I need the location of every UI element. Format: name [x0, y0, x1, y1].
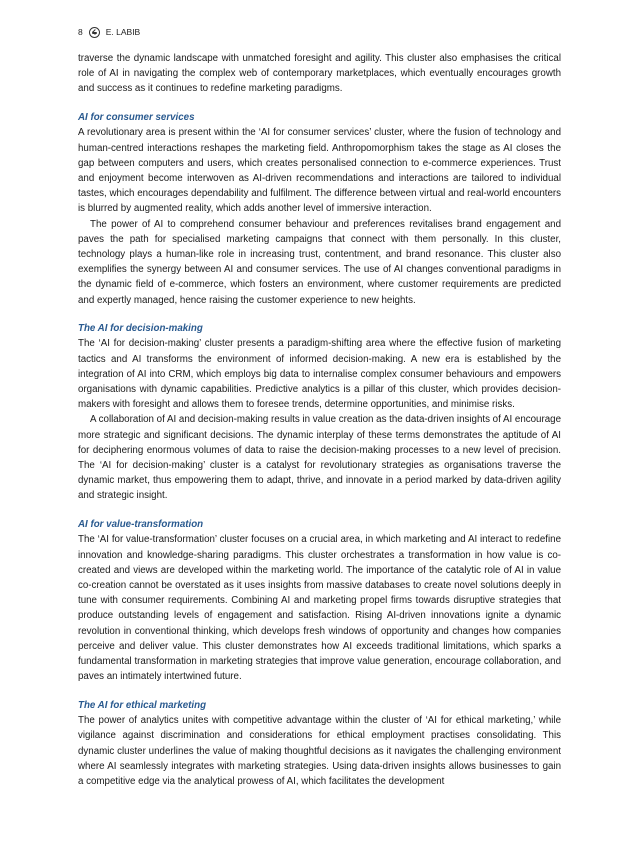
paragraph: A collaboration of AI and decision-making results in value creation as the data-driven insights of AI encourage more strategic and significant decisions. The dynamic interplay of these terms demonstrates the aptitude of AI for deciphering enormous volumes of data to raise the decision-making processes to a new level of precision. The ‘AI for decision-making’ cluster is a catalyst for revolutionary strategies as organisations traverse the dynamic market, thus empowering them to adapt, thrive, and innovate in a period marked by data-driven agility and strategic insight.: [78, 414, 561, 502]
page-number: 8: [78, 27, 83, 37]
section-ethical-marketing: [78, 698, 561, 789]
running-header: [78, 25, 140, 39]
publisher-logo-icon: [89, 27, 100, 38]
paragraph: The ‘AI for decision-making’ cluster presents a paradigm-shifting area where the effective fusion of marketing tactics and AI transforms the environment of informed decision-making. A new era is established by the integration of AI into CRM, which employs big data to internalise complex consumer behaviours and empowers organisations with dynamic capabilities. Predictive analytics is a pillar of this cluster, which provides decision-makers with foresight and allows them to foresee trends, determine opportunities, and minimise risks.: [78, 338, 561, 411]
section-value-transformation: [78, 517, 561, 684]
paragraph: The power of AI to comprehend consumer behaviour and preferences revitalises brand engagement and paves the path for specialised marketing campaigns that connect with them personally. In this cluster, technology plays a human-like role in increasing trust, contentment, and brand resonance. This cluster also exemplifies the synergy between AI and consumer services. The use of AI changes conventional paradigms in the dynamic field of e-commerce, which fosters an environment, where customer requirements are predicted and expertly managed, hence raising the customer experience to new heights.: [78, 218, 561, 306]
paragraph: A revolutionary area is present within the ‘AI for consumer services’ cluster, where the fusion of technology and human-centred interactions reshapes the marketing field. Anthropomorphism takes the stage as AI closes the gap between computers and users, which creates personalised connection to e-commerce experiences. Trust and enjoyment become interwoven as AI-driven recommendations and interactions are tailored to individual tastes, which encourages dependability and fulfilment. The difference between virtual and real-world encounters is blurred by augmented reality, which adds another level of immersive interaction.: [78, 127, 561, 215]
paragraph: The power of analytics unites with competitive advantage within the cluster of ‘AI for ethical marketing,’ while vigilance against discrimination and considerations for ethical employment practises consolidating. This dynamic cluster underlines the value of making thoughtful decisions as it navigates the challenging environment where AI seamlessly integrates with marketing strategies. Using data-driven insights allows businesses to gain a competitive edge via the analytical prowess of AI, which facilitates the development: [78, 715, 561, 787]
section-heading: The AI for ethical marketing: [78, 699, 207, 711]
body-text: [78, 51, 561, 789]
section-heading: AI for value-transformation: [78, 519, 204, 531]
intro-paragraph: traverse the dynamic landscape with unmatched foresight and agility. This cluster also emphasises the critical role of AI in navigating the complex web of contemporary marketplaces, which eventually encourages growth and success as it continues to redefine marketing paradigms.: [78, 53, 561, 95]
paragraph: The ‘AI for value-transformation’ cluster focuses on a crucial area, in which marketing and AI interact to redefine innovation and knowledge-sharing paradigms. This cluster orchestrates a transformation in how value is co-created and views are developed within the marketing world. The importance of the catalytic role of AI in value co-creation cannot be overstated as it uses insights from massive databases to create novel solutions deeply in tune with consumer requirements. Combining AI and marketing propel firms towards disruptive strategies that produce outstanding levels of engagement and satisfaction. Rising AI-driven innovations ignite a dynamic revolution in conventional thinking, which develops fresh windows of opportunity and changes how companies perceive and deliver value. This cluster demonstrates how AI exceeds traditional limitations, which sparks a fundamental transformation in marketing strategies that improve value generation, encourage collaboration, and paves an intimately intertwined future.: [78, 534, 561, 683]
section-decision-making: [78, 321, 561, 503]
author-name: E. LABIB: [105, 27, 141, 37]
section-heading: AI for consumer services: [78, 112, 195, 124]
section-heading: The AI for decision-making: [78, 323, 203, 335]
section-consumer-services: [78, 110, 561, 308]
